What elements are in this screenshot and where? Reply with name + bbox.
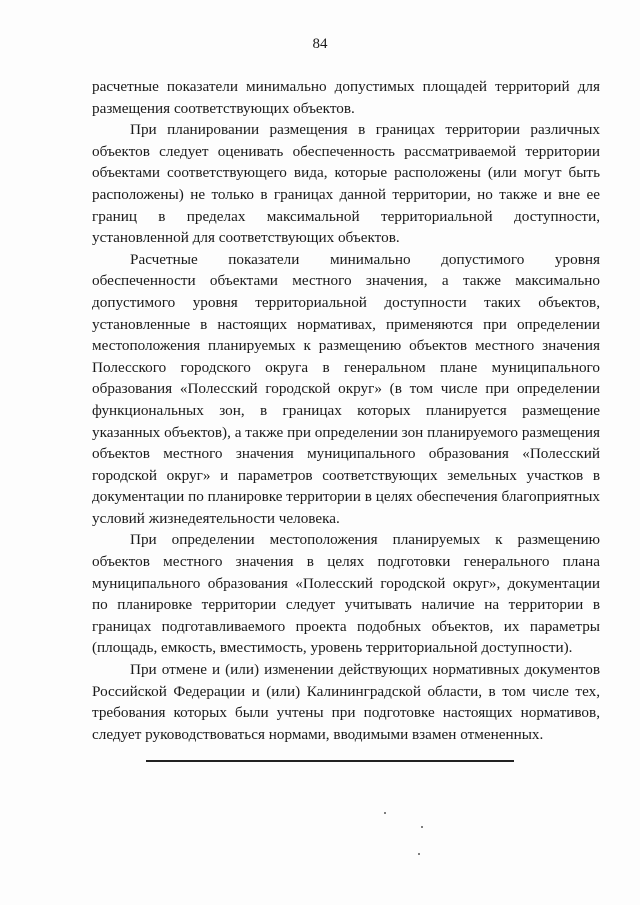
paragraph: При определении местоположения планируемых к размещению объектов местного значения в целях подготовки генерального плана муниципального образования «Полесский городской округ», документации по планировке территории следует учитывать наличие на территории в границах подготавливаемого проекта подобных объектов, их параметры (площадь, емкость, вместимость, уровень территориальной доступности). xyxy=(92,531,600,657)
body-text xyxy=(92,76,600,745)
scan-speck xyxy=(421,826,423,828)
scan-speck xyxy=(418,853,420,855)
page-number: 84 xyxy=(312,36,328,52)
paragraph-continuation: расчетные показатели минимально допустимых площадей территорий для размещения соответствующих объектов. xyxy=(92,78,600,117)
paragraph: Расчетные показатели минимально допустимого уровня обеспеченности объектами местного значения, а также максимально допустимого уровня территориальной доступности таких объектов, установленные в настоящих нормативах, применяются при определении местоположения планируемых к размещению объектов местного значения Полесского городского округа в генеральном плане муниципального образования «Полесский городской округ» (в том числе при определении функциональных зон, в границах которых планируется размещение указанных объектов), а также при определении зон планируемого размещения объектов местного значения муниципального образования «Полесский городской округ» и параметров соответствующих земельных участков в документации по планировке территории в целях обеспечения благоприятных условий жизнедеятельности человека. xyxy=(92,250,600,527)
scan-speck xyxy=(384,812,386,814)
paragraph: При планировании размещения в границах территории различных объектов следует оценивать обеспеченность рассматриваемой территории объектами соответствующего вида, которые расположены (или могут быть расположены) не только в границах данной территории, но также и вне ее границ в пределах максимальной территориальной доступности, установленной для соответствующих объектов. xyxy=(92,121,600,247)
end-rule xyxy=(146,760,514,762)
paragraph: При отмене и (или) изменении действующих нормативных документов Российской Федерации и (или) Калининградской области, в том числе тех, требования которых были учтены при подготовке настоящих нормативов, следует руководствоваться нормами, вводимыми взамен отмененных. xyxy=(92,661,600,743)
